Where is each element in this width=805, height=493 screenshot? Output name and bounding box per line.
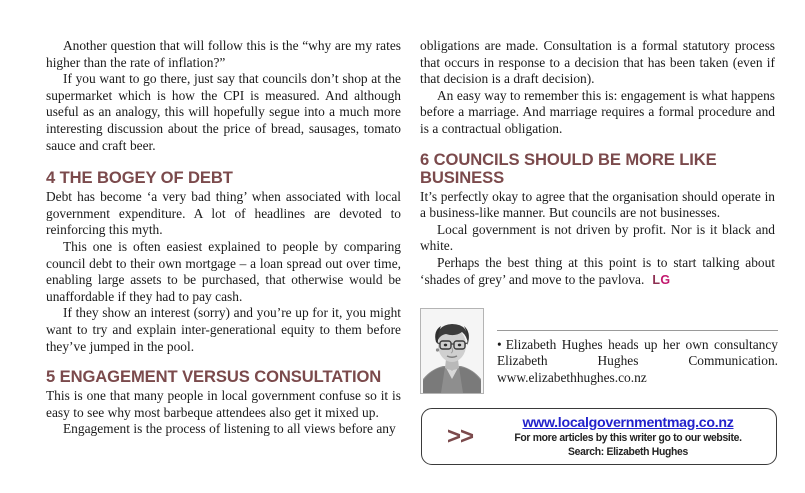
lg-end-mark <box>644 273 670 287</box>
paragraph: Engagement is the process of listening to all views before any <box>63 421 396 437</box>
lg-letter-g: G <box>660 272 671 287</box>
paragraph: Another question that will follow this is the “why are my rates higher than the rate of inflation?” <box>46 38 401 70</box>
author-bio-text <box>497 308 778 386</box>
promo-line-1: For more articles by this writer go to our website. <box>514 431 742 444</box>
section-heading-4: 4 THE BOGEY OF DEBT <box>46 168 233 188</box>
author-bio-paragraph <box>497 337 778 386</box>
bio-divider-rule <box>497 330 778 331</box>
promo-content <box>498 415 776 459</box>
final-paragraph-text: Perhaps the best thing at this point is to start talking about ‘shades of grey’ and move to the pavlova. <box>420 254 775 287</box>
section-heading-5: 5 ENGAGEMENT VERSUS CONSULTATION <box>46 367 382 387</box>
paragraph: This one is often easiest explained to people by comparing council debt to their own mortgage – a loan spread out over time, enabling large assets to be purchased, that otherwise would be unaffordable if they had to pay cash. <box>46 238 401 304</box>
final-paragraph <box>420 255 775 288</box>
paragraph: Local government is not driven by profit. Nor is it black and white. <box>420 221 775 254</box>
lg-letter-l: L <box>652 272 661 287</box>
author-bio <box>420 308 778 386</box>
promo-line-2: Search: Elizabeth Hughes <box>568 445 688 458</box>
double-chevron-icon: >> <box>446 422 474 450</box>
portrait-illustration <box>421 309 483 393</box>
paragraph: It’s perfectly okay to agree that the organisation should operate in a business-like manner. But councils are not businesses. <box>420 188 775 221</box>
promo-box[interactable] <box>421 408 777 465</box>
author-website[interactable]: www.elizabethhughes.co.nz <box>497 369 647 385</box>
left-column <box>46 38 401 438</box>
magazine-website-link[interactable]: www.localgovernmentmag.co.nz <box>522 414 734 431</box>
author-portrait-photo <box>420 308 484 394</box>
paragraph: This is one that many people in local government confuse so it is easy to see why most barbeque attendees also get it mixed up. <box>46 388 401 420</box>
author-bio-description: Elizabeth Hughes heads up her own consultancy Elizabeth Hughes Communication. <box>497 337 778 369</box>
paragraph: If you want to go there, just say that councils don’t shop at the supermarket which is how the CPI is measured. And although useful as an analogy, this will hopefully segue into a much more interesting discussion about the price of bread, sausages, tomato sauce and craft beer. <box>46 71 401 153</box>
paragraph: An easy way to remember this is: engagement is what happens before a marriage. And marriage requires a formal procedure and is a contractual obligation. <box>420 87 775 136</box>
bullet-icon: • <box>497 337 502 352</box>
paragraph: If they show an interest (sorry) and you’re up for it, you might want to try and explain inter-generational equity to them before they’ve jumped in the pool. <box>46 305 401 354</box>
paragraph: obligations are made. Consultation is a formal statutory process that occurs in response to a decision that has been taken (even if that decision is a draft decision). <box>420 38 775 87</box>
section-heading-6: 6 COUNCILS SHOULD BE MORE LIKE BUSINESS <box>420 149 717 187</box>
right-column <box>420 38 775 288</box>
paragraph: Debt has become ‘a very bad thing’ when associated with local government expenditure. A lot of headlines are devoted to reinforcing this myth. <box>46 189 401 238</box>
